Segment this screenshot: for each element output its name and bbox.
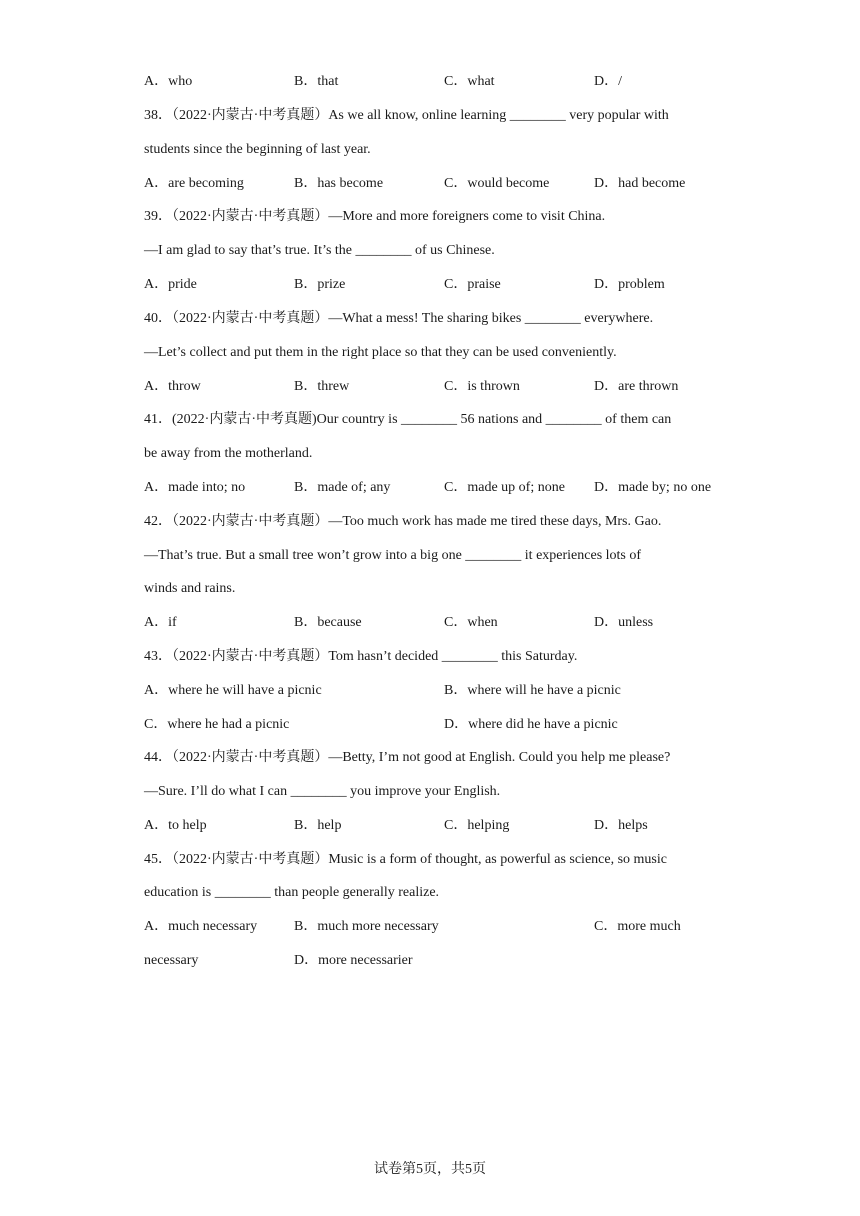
- question-41-text: 41．(2022·内蒙古·中考真题)Our country is ________ 56 nations and ________ of them can: [144, 412, 672, 427]
- option-d: D．had become: [594, 176, 686, 191]
- option-a: A．much necessary: [144, 919, 258, 934]
- option-c-cont: necessary: [144, 953, 199, 968]
- option-c: C．praise: [444, 277, 501, 292]
- option-b: B．made of; any: [294, 480, 391, 495]
- question-40-text-cont: —Let’s collect and put them in the right place so that they can be used conveniently.: [144, 345, 617, 360]
- question-38-text-cont: students since the beginning of last year.: [144, 142, 371, 157]
- option-c: C．more much: [594, 919, 681, 934]
- question-38-text: 38．（2022·内蒙古·中考真题）As we all know, online learning ________ very popular with: [144, 108, 669, 123]
- option-c: C．when: [444, 615, 498, 630]
- option-b: B．where will he have a picnic: [444, 683, 621, 698]
- option-d: D．unless: [594, 615, 654, 630]
- option-b: B．help: [294, 818, 342, 833]
- question-42-text-cont: —That’s true. But a small tree won’t grow into a big one ________ it experiences lots of: [144, 548, 642, 563]
- option-b: B．that: [294, 74, 339, 89]
- option-a: A．who: [144, 74, 193, 89]
- option-b: B．because: [294, 615, 362, 630]
- option-a: A．if: [144, 615, 177, 630]
- option-c: C．helping: [444, 818, 510, 833]
- option-d: D．made by; no one: [594, 480, 712, 495]
- question-39-text-cont: —I am glad to say that’s true. It’s the ________ of us Chinese.: [144, 243, 495, 258]
- option-b: B．much more necessary: [294, 919, 439, 934]
- option-c: C．would become: [444, 176, 550, 191]
- option-d: D．more necessarier: [294, 953, 413, 968]
- option-b: B．threw: [294, 379, 350, 394]
- option-c: C．is thrown: [444, 379, 520, 394]
- question-44-text: 44．（2022·内蒙古·中考真题）—Betty, I’m not good at English. Could you help me please?: [144, 750, 671, 765]
- option-b: B．has become: [294, 176, 384, 191]
- option-a: A．pride: [144, 277, 197, 292]
- question-44-text-cont: —Sure. I’ll do what I can ________ you improve your English.: [144, 784, 501, 799]
- option-a: A．where he will have a picnic: [144, 683, 322, 698]
- option-a: A．to help: [144, 818, 207, 833]
- option-d: D．/: [594, 74, 622, 89]
- option-b: B．prize: [294, 277, 346, 292]
- option-c: C．where he had a picnic: [144, 717, 290, 732]
- question-39-text: 39．（2022·内蒙古·中考真题）—More and more foreigners come to visit China.: [144, 209, 606, 224]
- option-c: C．made up of; none: [444, 480, 565, 495]
- question-41-text-cont: be away from the motherland.: [144, 446, 313, 461]
- question-45-text-cont: education is ________ than people generally realize.: [144, 885, 440, 900]
- page-footer: 试卷第5页，共5页: [374, 1162, 486, 1177]
- option-a: A．are becoming: [144, 176, 244, 191]
- option-a: A．made into; no: [144, 480, 246, 495]
- option-c: C．what: [444, 74, 495, 89]
- question-40-text: 40．（2022·内蒙古·中考真题）—What a mess! The sharing bikes ________ everywhere.: [144, 311, 654, 326]
- question-42-text: 42．（2022·内蒙古·中考真题）—Too much work has made me tired these days, Mrs. Gao.: [144, 514, 662, 529]
- question-45-text: 45．（2022·内蒙古·中考真题）Music is a form of thought, as powerful as science, so music: [144, 852, 667, 867]
- question-43-text: 43．（2022·内蒙古·中考真题）Tom hasn’t decided ________ this Saturday.: [144, 649, 578, 664]
- option-d: D．are thrown: [594, 379, 679, 394]
- question-42-text-cont2: winds and rains.: [144, 581, 236, 596]
- option-d: D．problem: [594, 277, 665, 292]
- option-d: D．where did he have a picnic: [444, 717, 618, 732]
- option-d: D．helps: [594, 818, 648, 833]
- option-a: A．throw: [144, 379, 201, 394]
